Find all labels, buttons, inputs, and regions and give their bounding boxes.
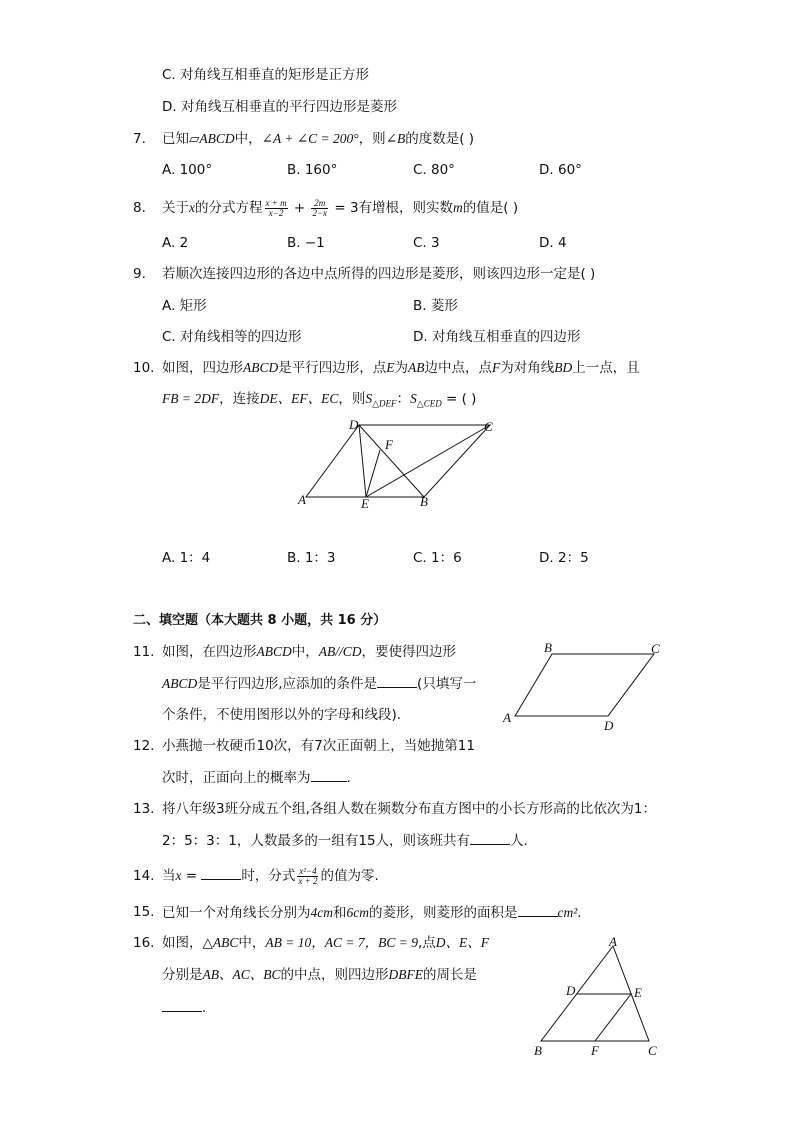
q9-option-d: D. 对角线互相垂直的四边形 bbox=[413, 329, 581, 345]
q10-option-c: C. 1：6 bbox=[413, 550, 462, 566]
q10-parallelogram-figure bbox=[295, 415, 505, 515]
q7-stem: 已知▱ABCD中，∠A + ∠C = 200°，则∠B的度数是( ) bbox=[162, 131, 475, 147]
q7-option-d: D. 60° bbox=[539, 162, 582, 178]
q16-stem-line3: . bbox=[162, 998, 206, 1017]
q12-stem-line1: 小燕抛一枚硬币10次，有7次正面朝上，当她抛第11 bbox=[162, 738, 475, 754]
q15-number: 15. bbox=[133, 904, 155, 920]
label-b: B bbox=[534, 1043, 542, 1058]
q8-stem: 关于x的分式方程 $\frac{x + m}{x-2}$ + $\frac{2m}{2-x}$ = 3有增根，则实数m的值是( ) bbox=[162, 197, 519, 218]
q16-triangle-figure bbox=[530, 934, 670, 1059]
label-c: C bbox=[484, 419, 493, 434]
q7-option-b: B. 160° bbox=[287, 162, 338, 178]
label-e: E bbox=[361, 496, 369, 511]
q8-option-c: C. 3 bbox=[413, 235, 440, 251]
q7-option-c: C. 80° bbox=[413, 162, 455, 178]
q8-option-a: A. 2 bbox=[162, 235, 189, 251]
q7-option-a: A. 100° bbox=[162, 162, 213, 178]
section-title: 二、填空题（本大题共 8 小题，共 16 分） bbox=[133, 613, 387, 628]
q6-option-c: C. 对角线互相垂直的矩形是正方形 bbox=[162, 67, 370, 83]
label-b: B bbox=[544, 640, 552, 655]
q9-option-b: B. 菱形 bbox=[413, 298, 458, 314]
q13-stem-line2: 2：5：3：1，人数最多的一组有15人，则该班共有 人. bbox=[162, 833, 528, 849]
q8-option-d: D. 4 bbox=[539, 235, 567, 251]
q9-number: 9. bbox=[133, 266, 146, 282]
q13-stem-line1: 将八年级3班分成五个组,各组人数在频数分布直方图中的小长方形高的比依次为1： bbox=[162, 801, 656, 817]
answer-blank[interactable] bbox=[162, 998, 202, 1012]
q10-number: 10. bbox=[133, 360, 155, 376]
q8-fraction-2: $\frac{2m}{2-x}$ bbox=[312, 197, 328, 218]
answer-blank[interactable] bbox=[201, 866, 241, 880]
segment-ec bbox=[366, 425, 490, 497]
q11-stem-line3: 个条件，不使用图形以外的字母和线段). bbox=[162, 707, 402, 723]
parallelogram-abcd bbox=[306, 425, 490, 497]
label-e: E bbox=[634, 985, 642, 1000]
q10-option-d: D. 2：5 bbox=[539, 550, 589, 566]
label-c: C bbox=[651, 641, 660, 656]
q8-fraction-1: $\frac{x + m}{x-2}$ bbox=[265, 197, 287, 218]
answer-blank[interactable] bbox=[311, 768, 347, 782]
label-a: A bbox=[609, 934, 617, 949]
q7-number: 7. bbox=[133, 131, 146, 147]
q11-stem-line1: 如图，在四边形ABCD中，AB//CD，要使得四边形 bbox=[162, 644, 456, 660]
label-f: F bbox=[385, 437, 393, 452]
label-b: B bbox=[420, 494, 428, 509]
label-d: D bbox=[604, 718, 614, 733]
q13-number: 13. bbox=[133, 801, 155, 817]
segment-de bbox=[359, 425, 366, 497]
q11-stem-line2: ABCD是平行四边形,应添加的条件是 (只填写一 bbox=[162, 676, 477, 692]
q8-number: 8. bbox=[133, 200, 146, 216]
q9-option-c: C. 对角线相等的四边形 bbox=[162, 329, 302, 345]
label-c: C bbox=[648, 1043, 657, 1058]
q10-option-b: B. 1：3 bbox=[287, 550, 336, 566]
q16-stem-line2: 分别是AB、AC、BC的中点，则四边形DBFE的周长是 bbox=[162, 967, 477, 983]
q9-stem: 若顺次连接四边形的各边中点所得的四边形是菱形，则该四边形一定是( ) bbox=[162, 266, 596, 282]
q9-option-a: A. 矩形 bbox=[162, 298, 207, 314]
q16-number: 16. bbox=[133, 935, 155, 951]
q10-option-a: A. 1：4 bbox=[162, 550, 211, 566]
label-a: A bbox=[298, 492, 306, 507]
label-d: D bbox=[349, 417, 359, 432]
q16-stem-line1: 如图，△ABC中，AB = 10，AC = 7，BC = 9,点D、E、F bbox=[162, 935, 490, 951]
q11-quadrilateral-figure bbox=[500, 638, 670, 733]
q14-number: 14. bbox=[133, 868, 155, 884]
label-a: A bbox=[503, 710, 511, 725]
answer-blank[interactable] bbox=[470, 831, 510, 845]
q8-option-b: B. −1 bbox=[287, 235, 325, 251]
q15-stem: 已知一个对角线长分别为4cm和6cm的菱形，则菱形的面积是 cm². bbox=[162, 905, 582, 921]
q10-stem-line2: FB = 2DF，连接DE、EF、EC，则$S_{\triangle DEF}$：$S_{\triangle CED}$ = ( ) bbox=[162, 391, 477, 409]
q6-option-d: D. 对角线互相垂直的平行四边形是菱形 bbox=[162, 99, 397, 115]
q12-stem-line2: 次时，正面向上的概率为 . bbox=[162, 770, 351, 786]
segment-ef bbox=[595, 994, 631, 1041]
q12-number: 12. bbox=[133, 738, 155, 754]
q10-stem-line1: 如图，四边形ABCD是平行四边形，点E为AB边中点，点F为对角线BD上一点，且 bbox=[162, 360, 640, 376]
q11-number: 11. bbox=[133, 644, 155, 660]
label-f: F bbox=[591, 1043, 599, 1058]
answer-blank[interactable] bbox=[518, 903, 558, 917]
q14-stem: 当x = 时，分式 $\frac{\text{x²−4}}{x + 2}$ 的值为零. bbox=[162, 865, 379, 886]
q14-fraction: $\frac{\text{x²−4}}{x + 2}$ bbox=[298, 865, 318, 886]
label-d: D bbox=[566, 983, 576, 998]
quadrilateral-abcd bbox=[515, 654, 654, 716]
answer-blank[interactable] bbox=[377, 674, 417, 688]
